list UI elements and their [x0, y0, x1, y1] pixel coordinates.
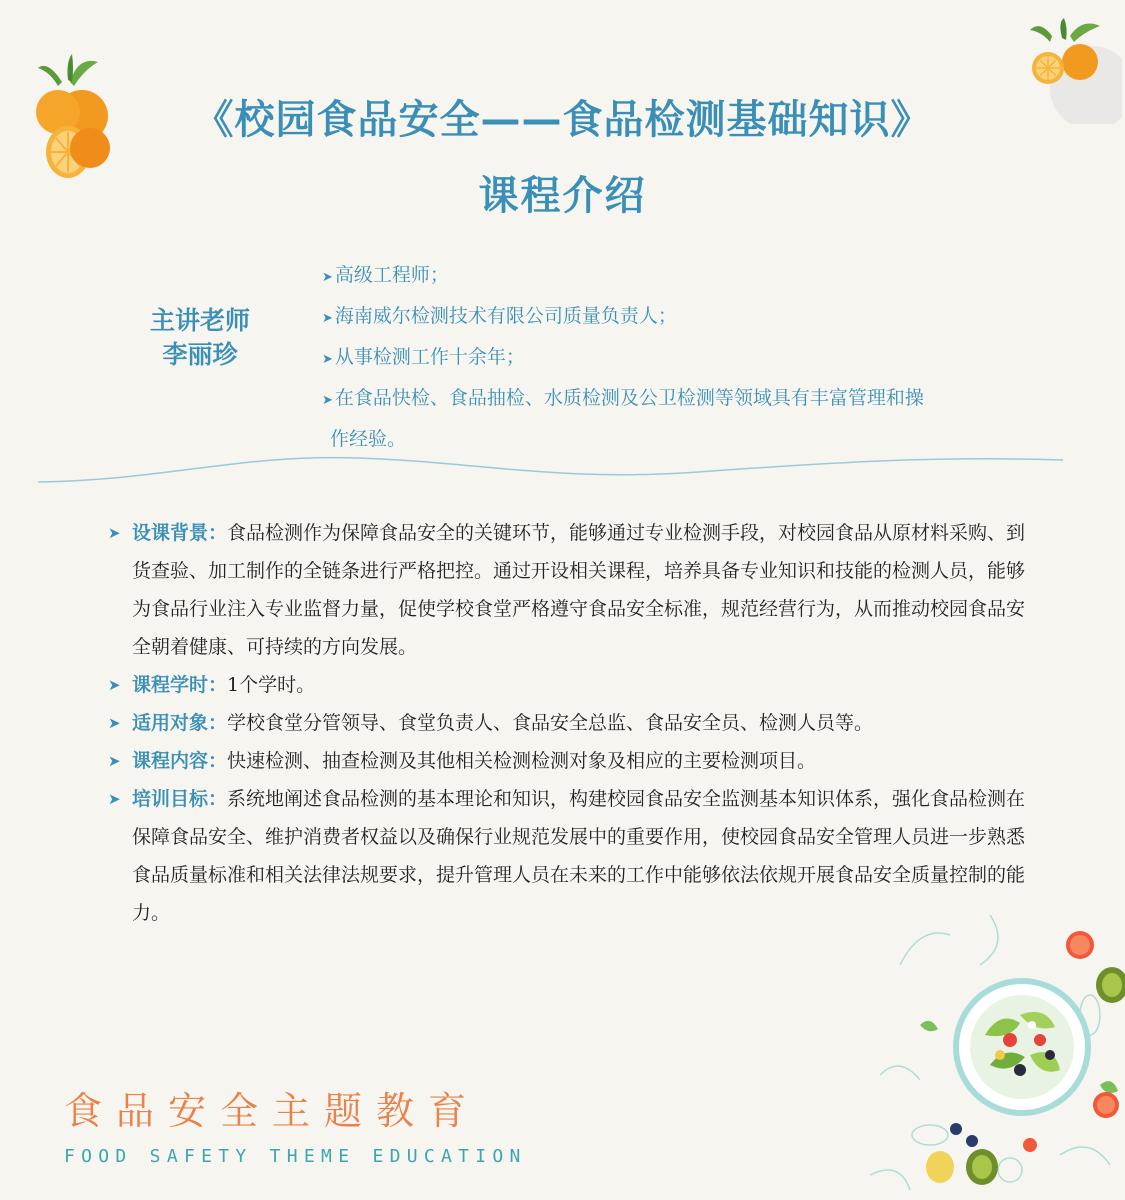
bullet-arrow-icon: ➤ — [108, 790, 121, 808]
course-details — [108, 514, 1028, 932]
bullet-arrow-icon: ➤ — [322, 270, 333, 285]
bullet-arrow-icon: ➤ — [108, 752, 121, 770]
bullet-arrow-icon: ➤ — [322, 352, 333, 367]
section-goals: ➤ 培训目标：系统地阐述食品检测的基本理论和知识，构建校园食品安全监测基本知识体系，强化食品检测在保障食品安全、维护消费者权益以及确保行业规范发展中的重要作用，使校园食品安全管理人员进一步熟悉食品质量标准和相关法律法规要求，提升管理人员在未来的工作中能够依法依规开展食品安全质量控制的能力。 — [108, 780, 1028, 932]
wave-divider — [38, 452, 1068, 492]
brand-title-cn: 食品安全主题教育 — [64, 1089, 481, 1133]
section-background: ➤ 设课背景：食品检测作为保障食品安全的关键环节，能够通过专业检测手段，对校园食品从原材料采购、到货查验、加工制作的全链条进行严格把控。通过开设相关课程，培养具备专业知识和技能的检测人员，能够为食品行业注入专业监督力量，促使学校食堂严格遵守食品安全标准，规范经营行为，从而推动校园食品安全朝着健康、可持续的方向发展。 — [108, 514, 1028, 666]
section-content: ➤ 课程内容：快速检测、抽查检测及其他相关检测检测对象及相应的主要检测项目。 — [108, 742, 1028, 780]
teacher-bio — [322, 256, 1002, 458]
teacher-name: 李丽珍 — [162, 340, 238, 369]
bio-item-continued: 作经验。 — [330, 428, 407, 450]
bullet-arrow-icon: ➤ — [322, 393, 333, 408]
section-audience: ➤ 适用对象：学校食堂分管领导、食堂负责人、食品安全总监、食品安全员、检测人员等。 — [108, 704, 1028, 742]
bio-item: ➤ 在食品快检、食品抽检、水质检测及公卫检测等领域具有丰富管理和操 — [322, 387, 924, 409]
salad-bowl-icon — [860, 905, 1125, 1200]
bio-item: ➤ 高级工程师； — [322, 264, 449, 286]
bullet-arrow-icon: ➤ — [322, 311, 333, 326]
page-subtitle: 课程介绍 — [478, 173, 647, 219]
bio-item: ➤ 海南威尔检测技术有限公司质量负责人； — [322, 305, 677, 327]
bullet-arrow-icon: ➤ — [108, 524, 121, 542]
section-hours: ➤ 课程学时：1个学时。 — [108, 666, 1028, 704]
teacher-role: 主讲老师 — [149, 306, 250, 335]
bullet-arrow-icon: ➤ — [108, 714, 121, 732]
page-title: 《校园食品安全——食品检测基础知识》 — [193, 97, 932, 143]
bullet-arrow-icon: ➤ — [108, 676, 121, 694]
bio-item: ➤ 从事检测工作十余年； — [322, 346, 525, 368]
brand-title-en: FOOD SAFETY THEME EDUCATION — [64, 1146, 527, 1167]
teacher-block — [130, 304, 270, 372]
